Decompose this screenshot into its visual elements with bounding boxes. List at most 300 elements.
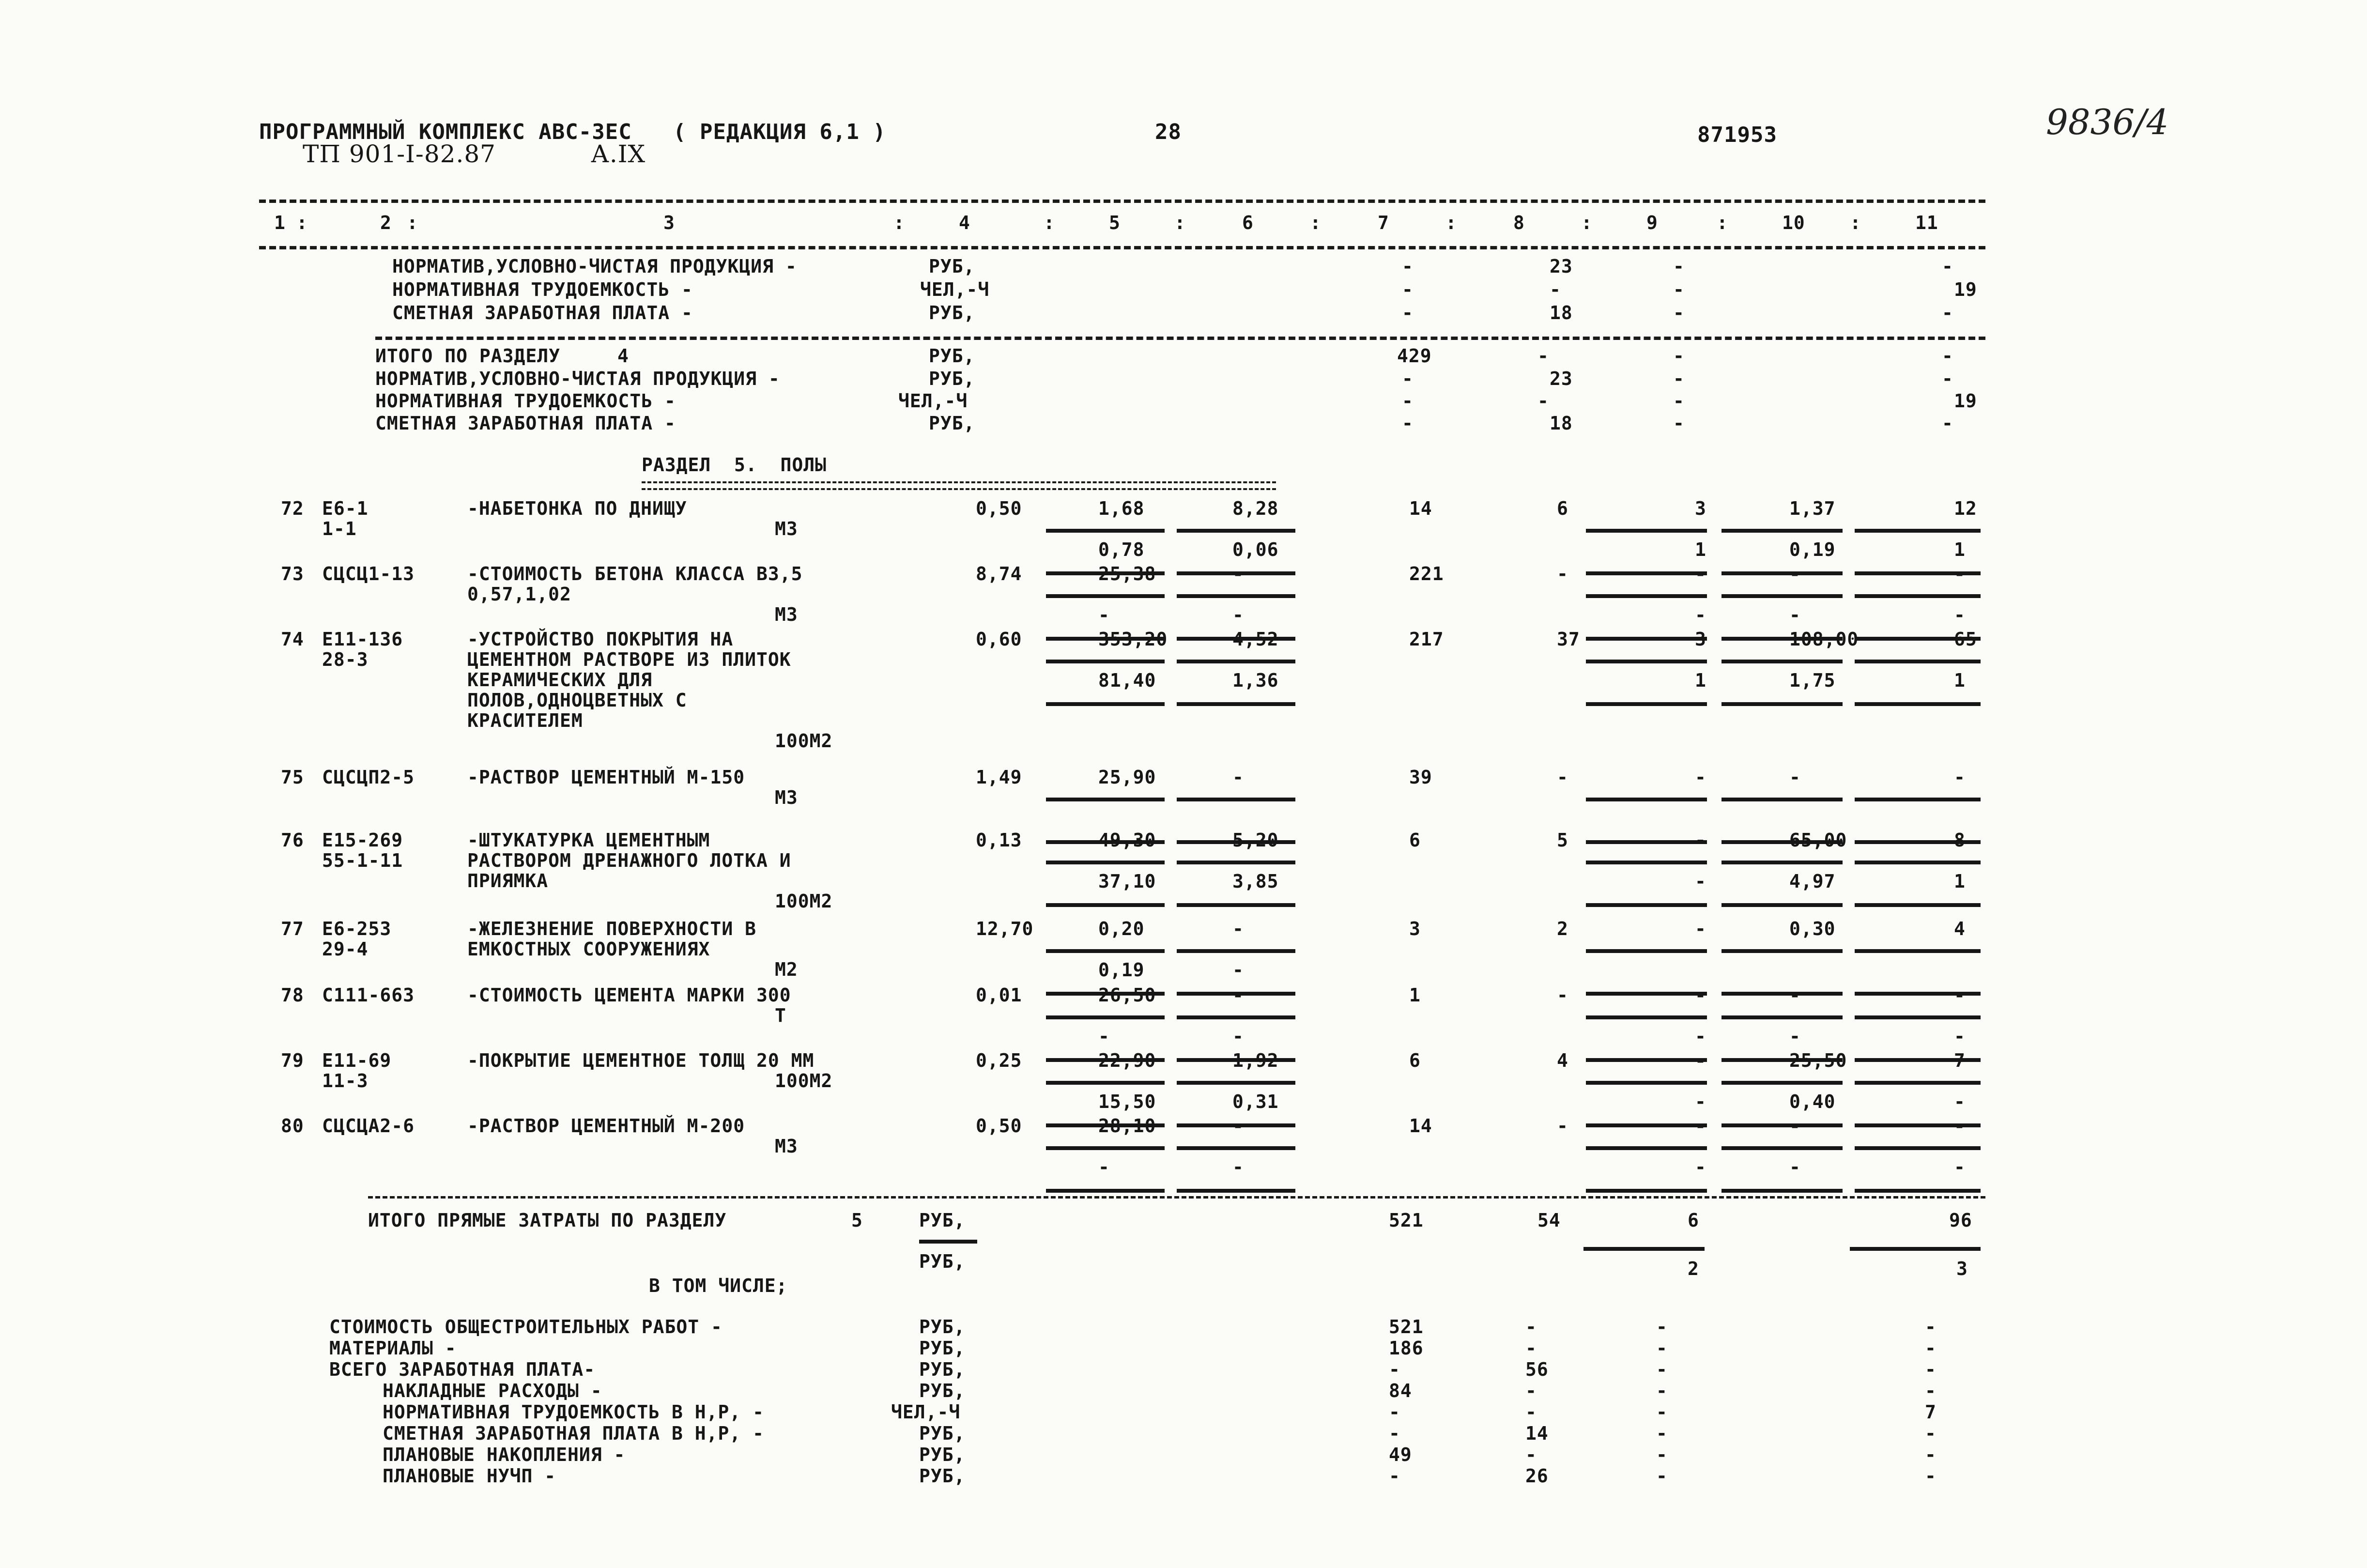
breakdown-c9: - (1656, 1359, 1668, 1380)
including-label: В ТОМ ЧИСЛЕ; (649, 1275, 788, 1296)
price-total: 28,10 (1098, 1115, 1156, 1137)
cost-wages: - (1557, 984, 1568, 1006)
cell-divider (1721, 571, 1843, 575)
price-machines: 8,28 (1232, 498, 1279, 519)
rate-code: Е15-269 (322, 830, 403, 851)
section5-title: РАЗДЕЛ 5. ПОЛЫ (642, 454, 827, 476)
labour-c-2: 1 (1954, 539, 1966, 560)
cell-divider (1721, 660, 1843, 663)
cell-divider (1177, 660, 1295, 663)
cell-divider (1046, 949, 1165, 953)
row-unit: РУБ, (929, 256, 975, 277)
breakdown-label: ПЛАНОВЫЕ НУЧП - (383, 1465, 556, 1487)
cell-divider (1046, 903, 1165, 907)
page-number: 28 (1155, 120, 1182, 144)
cell-divider (1177, 949, 1295, 953)
labour-c-2: - (1954, 1156, 1966, 1178)
row-number: 73 (281, 563, 304, 584)
labour-a: 3 (1695, 629, 1706, 650)
labour-a-2: - (1695, 1156, 1706, 1178)
album-code: А.IX (591, 140, 646, 168)
breakdown-label: НОРМАТИВНАЯ ТРУДОЕМКОСТЬ В Н,Р, - (383, 1401, 764, 1423)
cell-divider (1855, 702, 1981, 706)
row-number: 78 (281, 984, 304, 1006)
rule (375, 337, 1985, 340)
rate-code: С111-663 (322, 984, 415, 1006)
breakdown-c7: - (1389, 1359, 1400, 1380)
cell-divider (1177, 798, 1295, 801)
cost-total: 14 (1409, 498, 1432, 519)
breakdown-label: МАТЕРИАЛЫ - (329, 1337, 457, 1359)
labour-a-2: - (1695, 871, 1706, 892)
quantity: 0,60 (976, 629, 1022, 650)
breakdown-c11: - (1925, 1380, 1937, 1401)
price-machine-wages: 3,85 (1232, 871, 1279, 892)
breakdown-label: СТОИМОСТЬ ОБЩЕСТРОИТЕЛЬНЫХ РАБОТ - (329, 1316, 722, 1337)
description-line: КЕРАМИЧЕСКИХ ДЛЯ (467, 669, 653, 691)
cost-total: 217 (1409, 629, 1444, 650)
col-6: 6 (1242, 212, 1254, 233)
cell-divider (1855, 529, 1981, 533)
cell-divider (1855, 1189, 1981, 1193)
labour-b-2: 0,40 (1789, 1091, 1836, 1112)
breakdown-c9: - (1656, 1444, 1668, 1465)
price-wages: 15,50 (1098, 1091, 1156, 1112)
price-machine-wages: 0,06 (1232, 539, 1279, 560)
unit: М3 (775, 518, 798, 539)
cell-divider (1586, 1081, 1707, 1085)
cell-divider (1855, 660, 1981, 663)
breakdown-unit: РУБ, (919, 1423, 966, 1444)
breakdown-unit: РУБ, (919, 1359, 966, 1380)
cell-divider (1177, 1015, 1295, 1019)
labour-a: 3 (1695, 498, 1706, 519)
labour-b: 25,50 (1789, 1050, 1847, 1071)
breakdown-label: НАКЛАДНЫЕ РАСХОДЫ - (383, 1380, 602, 1401)
cost-total: 1 (1409, 984, 1421, 1006)
quantity: 8,74 (976, 563, 1022, 584)
col-8: 8 (1513, 212, 1525, 233)
cost-wages: - (1557, 1115, 1568, 1137)
price-total: 1,68 (1098, 498, 1145, 519)
price-total: 353,20 (1098, 629, 1168, 650)
title-underline (642, 481, 1276, 490)
rate-code-2: 29-4 (322, 938, 369, 960)
cell-divider (1586, 571, 1707, 575)
unit: М3 (775, 1136, 798, 1157)
description-line: -ПОКРЫТИЕ ЦЕМЕНТНОЕ ТОЛЩ 20 ММ (467, 1050, 815, 1071)
cell-divider (1046, 529, 1165, 533)
description-line: РАСТВОРОМ ДРЕНАЖНОГО ЛОТКА И (467, 850, 791, 871)
breakdown-unit: ЧЕЛ,-Ч (891, 1401, 961, 1423)
rate-code-2: 28-3 (322, 649, 369, 670)
cell-divider (1721, 1123, 1843, 1127)
cell-divider (1855, 798, 1981, 801)
cell-divider (1586, 1015, 1707, 1019)
cell-divider (1586, 637, 1707, 641)
price-machines: 5,20 (1232, 830, 1279, 851)
cell-divider (1586, 840, 1707, 844)
labour-c: 8 (1954, 830, 1966, 851)
rate-code: СЦСЦП2-5 (322, 767, 415, 788)
rate-code: Е6-1 (322, 498, 369, 519)
breakdown-c9: - (1656, 1423, 1668, 1444)
quantity: 12,70 (976, 918, 1034, 939)
total-title: ИТОГО ПРЯМЫЕ ЗАТРАТЫ ПО РАЗДЕЛУ (368, 1210, 727, 1231)
breakdown-label: ПЛАНОВЫЕ НАКОПЛЕНИЯ - (383, 1444, 626, 1465)
breakdown-c7: 84 (1389, 1380, 1412, 1401)
rate-code: СЦСЦА2-6 (322, 1115, 415, 1137)
labour-b-2: 4,97 (1789, 871, 1836, 892)
doc-code: 871953 (1697, 123, 1777, 147)
breakdown-c9: - (1656, 1465, 1668, 1487)
price-wages: - (1098, 1156, 1110, 1178)
cell-divider (1046, 660, 1165, 663)
quantity: 0,25 (976, 1050, 1022, 1071)
price-machines: 1,92 (1232, 1050, 1279, 1071)
breakdown-c8: - (1525, 1401, 1537, 1423)
breakdown-c9: - (1656, 1316, 1668, 1337)
price-total: 25,38 (1098, 563, 1156, 584)
total-title: ИТОГО ПО РАЗДЕЛУ (375, 345, 561, 367)
breakdown-c7: 49 (1389, 1444, 1412, 1465)
price-total: 49,30 (1098, 830, 1156, 851)
rate-code-2: 55-1-11 (322, 850, 403, 871)
row-number: 79 (281, 1050, 304, 1071)
rate-code-2: 1-1 (322, 518, 357, 539)
unit: М3 (775, 604, 798, 625)
cell-divider (1586, 702, 1707, 706)
breakdown-c8: - (1525, 1316, 1537, 1337)
col-5: 5 (1109, 212, 1121, 233)
cell-divider (1721, 798, 1843, 801)
cell-divider (1721, 1081, 1843, 1085)
price-machines: 4,52 (1232, 629, 1279, 650)
cell-divider (1177, 1081, 1295, 1085)
cell-divider (1721, 702, 1843, 706)
quantity: 1,49 (976, 767, 1022, 788)
row-number: 75 (281, 767, 304, 788)
row-unit: РУБ, (929, 302, 975, 323)
price-machines: - (1232, 918, 1244, 939)
col-10: 10 (1782, 212, 1805, 233)
rate-code: Е11-136 (322, 629, 403, 650)
description-line: -УСТРОЙСТВО ПОКРЫТИЯ НА (467, 629, 734, 650)
labour-c: - (1954, 984, 1966, 1006)
cell-divider (1586, 529, 1707, 533)
row-number: 76 (281, 830, 304, 851)
description-line: КРАСИТЕЛЕМ (467, 710, 583, 731)
description-line: -СТОИМОСТЬ ЦЕМЕНТА МАРКИ 300 (467, 984, 791, 1006)
description-line: ЕМКОСТНЫХ СООРУЖЕНИЯХ (467, 938, 710, 960)
cell-divider (1177, 529, 1295, 533)
description-line: ПРИЯМКА (467, 870, 549, 892)
price-total: 0,20 (1098, 918, 1145, 939)
labour-b-2: 0,19 (1789, 539, 1836, 560)
price-wages: - (1098, 1026, 1110, 1047)
row-number: 77 (281, 918, 304, 939)
breakdown-c7: - (1389, 1423, 1400, 1444)
price-total: 22,90 (1098, 1050, 1156, 1071)
cell-divider (1721, 992, 1843, 996)
cell-divider (1177, 1189, 1295, 1193)
cell-divider (1586, 660, 1707, 663)
rate-code: Е6-253 (322, 918, 392, 939)
labour-b-2: - (1789, 604, 1801, 626)
price-wages: 37,10 (1098, 871, 1156, 892)
quantity: 0,50 (976, 498, 1022, 519)
col-11: 11 (1915, 212, 1938, 233)
edition: ( РЕДАКЦИЯ 6,1 ) (673, 120, 886, 144)
cell-divider (1046, 1081, 1165, 1085)
labour-c: 65 (1954, 629, 1977, 650)
labour-b: 108,00 (1789, 629, 1859, 650)
cost-wages: - (1557, 563, 1568, 584)
cost-wages: 37 (1557, 629, 1580, 650)
rate-code: Е11-69 (322, 1050, 392, 1071)
breakdown-c9: - (1656, 1380, 1668, 1401)
unit: 100М2 (775, 891, 833, 912)
price-machine-wages: 0,31 (1232, 1091, 1279, 1112)
cell-divider (1855, 861, 1981, 864)
labour-c-2: - (1954, 1026, 1966, 1047)
description-line: -НАБЕТОНКА ПО ДНИЩУ (467, 498, 687, 519)
unit: М2 (775, 959, 798, 980)
description-line: -ЖЕЛЕЗНЕНИЕ ПОВЕРХНОСТИ В (467, 918, 756, 939)
breakdown-c8: - (1525, 1337, 1537, 1359)
quantity: 0,50 (976, 1115, 1022, 1137)
row-label: НОРМАТИВ,УСЛОВНО-ЧИСТАЯ ПРОДУКЦИЯ - (392, 256, 797, 277)
labour-a-2: 1 (1695, 670, 1706, 691)
breakdown-unit: РУБ, (919, 1337, 966, 1359)
price-machine-wages: - (1232, 604, 1244, 626)
cell-divider (1177, 861, 1295, 864)
unit: 100М2 (775, 730, 833, 752)
cost-total: 39 (1409, 767, 1432, 788)
cost-wages: 2 (1557, 918, 1568, 939)
cell-divider (1586, 798, 1707, 801)
breakdown-c11: 7 (1925, 1401, 1937, 1423)
price-wages: - (1098, 604, 1110, 626)
cost-wages: - (1557, 767, 1568, 788)
labour-b: - (1789, 767, 1801, 788)
program-name: ПРОГРАММНЫЙ КОМПЛЕКС АВС-3ЕС (259, 120, 632, 144)
row-unit: ЧЕЛ,-Ч (920, 279, 990, 300)
cell-divider (1855, 903, 1981, 907)
labour-c: 12 (1954, 498, 1977, 519)
cell-divider (1177, 903, 1295, 907)
description-line: -РАСТВОР ЦЕМЕНТНЫЙ М-150 (467, 767, 745, 788)
cost-total: 221 (1409, 563, 1444, 584)
breakdown-c9: - (1656, 1401, 1668, 1423)
cell-divider (1721, 1015, 1843, 1019)
description-line: -РАСТВОР ЦЕМЕНТНЫЙ М-200 (467, 1115, 745, 1137)
labour-b: 0,30 (1789, 918, 1836, 939)
cost-wages: 5 (1557, 830, 1568, 851)
labour-c: 7 (1954, 1050, 1966, 1071)
labour-a: - (1695, 918, 1706, 939)
price-machine-wages: - (1232, 1026, 1244, 1047)
labour-a-2: - (1695, 1091, 1706, 1112)
cell-divider (1177, 1146, 1295, 1150)
labour-c-2: 1 (1954, 670, 1966, 691)
labour-b: - (1789, 984, 1801, 1006)
labour-a: - (1695, 1050, 1706, 1071)
cell-divider (1046, 1189, 1165, 1193)
cell-divider (1586, 1123, 1707, 1127)
labour-b: - (1789, 1115, 1801, 1137)
cost-total: 6 (1409, 1050, 1421, 1071)
cell-divider (1855, 594, 1981, 598)
document-page: ПРОГРАММНЫЙ КОМПЛЕКС АВС-3ЕС ( РЕДАКЦИЯ 6,1 ) 28 871953 ТП 901-I-82.87 А.IX 9836/4 1 : 2 : 3 : 4 : 5 : 6 : 7 : 8 : 9 : 10 : 11 НОРМАТИВ,УСЛОВНО-ЧИСТАЯ ПРОДУКЦИЯ - РУБ, - 23 - - НОРМАТИВНАЯ ТРУДОЕМКОСТЬ - ЧЕЛ,-Ч - - - 19 СМЕТНАЯ ЗАРАБОТНАЯ ПЛАТА - РУБ, - 18 - - ИТОГО ПО РАЗДЕЛУ 4 РУБ, 429 - - - НОРМАТИВ,УСЛОВНО-ЧИСТАЯ ПРОДУКЦИЯ - РУБ, - 23 - - НОРМАТИВНАЯ ТРУДОЕМКОСТЬ - ЧЕЛ,-Ч - - - 19 СМЕТНАЯ ЗАРАБОТНАЯ ПЛАТА - РУБ, - 18 - - РАЗДЕЛ 5. ПОЛЫ 72 Е6-1 1-1 -НАБЕТОНКА ПО ДНИЩУ М3 0,50 1,68 8,28 14 6 3 1,37 12 0,78 0,06 1 0,19 1 73 СЦСЦ1-13 -СТОИМОСТЬ БЕТОНА КЛАССА В3,5 0,57,1,02 М3 8,74 25,38 - 221 - - - - - - - - - 74 Е11-136 28-3 -УСТРОЙСТВО ПОКРЫТИЯ НА ЦЕМЕНТНОМ РАСТВОРЕ ИЗ ПЛИТОК КЕРАМИЧЕСКИХ ДЛЯ ПОЛОВ,ОДНОЦВЕТНЫХ С КРАСИТЕЛЕМ 100М2 0,60 353,20 4,52 217 37 3 108,00 65 81,40 1,36 1 1,75 1 75 СЦСЦП2-5 -РАСТВОР ЦЕМЕНТНЫЙ М-150 М3 1,49 25,90 - 39 - - - - 76 Е15-269 55-1-11 -ШТУКАТУРКА ЦЕМЕНТНЫМ РАСТВОРОМ ДРЕНАЖНОГО ЛОТКА И ПРИЯМКА 100М2 0,13 49,30 5,20 6 5 - 65,00 8 37,10 3,85 - 4,97 1 77 Е6-253 29-4 -ЖЕЛЕЗНЕНИЕ ПОВЕРХНОСТИ В ЕМКОСТНЫХ СООРУЖЕНИЯХ М2 12,70 0,20 - 3 2 - 0,30 4 0,19 - 78 С111-663 -СТОИМОСТЬ ЦЕМЕНТА МАРКИ 300 Т 0,01 26,50 - 1 - - - - - - - - - 79 Е11-69 11-3 -ПОКРЫТИЕ ЦЕМЕНТНОЕ ТОЛЩ 20 ММ 100М2 0,25 22,90 1,92 6 4 - 25,50 7 15,50 0,31 - 0,40 - 80 СЦСЦА2-6 -РАСТВОР ЦЕМЕНТНЫЙ М-200 М3 0,50 28,10 - 14 - - - - - - - - - ИТОГО ПРЯМЫЕ ЗАТРАТЫ ПО РАЗДЕЛУ 5 РУБ, РУБ, 521 54 6 2 96 3 В ТОМ ЧИСЛЕ; СТОИМОСТЬ ОБЩЕСТРОИТЕЛЬНЫХ РАБОТ - РУБ, 521 - - - МАТЕРИАЛЫ - РУБ, 186 - - - ВСЕГО ЗАРАБОТНАЯ ПЛАТА- РУБ, - 56 - - НАКЛАДНЫЕ РАСХОДЫ - РУБ, 84 - - - НОРМАТИВНАЯ ТРУДОЕМКОСТЬ В Н,Р, - ЧЕЛ,-Ч - - - 7 СМЕТНАЯ ЗАРАБОТНАЯ ПЛАТА В Н,Р, - РУБ, - 14 - - ПЛАНОВЫЕ НАКОПЛЕНИЯ - РУБ, 49 - - - ПЛАНОВЫЕ НУЧП - РУБ, - 26 - - (0, 0, 2367, 1568)
cell-divider (1177, 594, 1295, 598)
labour-a: - (1695, 1115, 1706, 1137)
breakdown-unit: РУБ, (919, 1465, 966, 1487)
handwritten-number: 9836/4 (2046, 102, 2169, 142)
labour-c-2: - (1954, 1091, 1966, 1112)
cell-divider (1855, 1081, 1981, 1085)
breakdown-c11: - (1925, 1337, 1937, 1359)
rate-code: СЦСЦ1-13 (322, 563, 415, 584)
cell-divider (1586, 992, 1707, 996)
cell-divider (1721, 1189, 1843, 1193)
cell-divider (1721, 949, 1843, 953)
labour-a: - (1695, 830, 1706, 851)
row-number: 74 (281, 629, 304, 650)
breakdown-label: ВСЕГО ЗАРАБОТНАЯ ПЛАТА- (329, 1359, 596, 1380)
rate-code-2: 11-3 (322, 1070, 369, 1091)
labour-b: 65,00 (1789, 830, 1847, 851)
breakdown-unit: РУБ, (919, 1444, 966, 1465)
breakdown-c11: - (1925, 1465, 1937, 1487)
price-wages: 0,78 (1098, 539, 1145, 560)
col-4: 4 (959, 212, 970, 233)
price-total: 25,90 (1098, 767, 1156, 788)
breakdown-c7: 186 (1389, 1337, 1424, 1359)
breakdown-unit: РУБ, (919, 1380, 966, 1401)
labour-b: 1,37 (1789, 498, 1836, 519)
unit: М3 (775, 787, 798, 808)
col-9: 9 (1646, 212, 1658, 233)
price-machine-wages: - (1232, 959, 1244, 981)
labour-a: - (1695, 563, 1706, 584)
row-label: НОРМАТИВНАЯ ТРУДОЕМКОСТЬ - (392, 279, 693, 300)
quantity: 0,01 (976, 984, 1022, 1006)
price-wages: 0,19 (1098, 959, 1145, 981)
price-machines: - (1232, 767, 1244, 788)
rule (259, 200, 1985, 203)
labour-a: - (1695, 984, 1706, 1006)
rule (259, 246, 1985, 249)
breakdown-c11: - (1925, 1423, 1937, 1444)
price-machines: - (1232, 984, 1244, 1006)
cell-divider (1177, 702, 1295, 706)
labour-c-2: - (1954, 604, 1966, 626)
cell-divider (1721, 594, 1843, 598)
col-3: 3 (663, 212, 675, 233)
price-machines: - (1232, 563, 1244, 584)
breakdown-c11: - (1925, 1444, 1937, 1465)
rule (368, 1196, 1985, 1199)
cell-divider (1586, 1189, 1707, 1193)
cost-wages: 4 (1557, 1050, 1568, 1071)
price-machines: - (1232, 1115, 1244, 1137)
cell-divider (1046, 1146, 1165, 1150)
project-code: ТП 901-I-82.87 (303, 140, 496, 168)
unit: Т (775, 1005, 786, 1026)
cell-divider (1721, 529, 1843, 533)
description-line: ЦЕМЕНТНОМ РАСТВОРЕ ИЗ ПЛИТОК (467, 649, 791, 670)
cell-divider (1855, 1146, 1981, 1150)
cell-divider (1046, 702, 1165, 706)
cost-total: 6 (1409, 830, 1421, 851)
price-wages: 81,40 (1098, 670, 1156, 691)
breakdown-c9: - (1656, 1337, 1668, 1359)
row-number: 80 (281, 1115, 304, 1137)
cost-wages: 6 (1557, 498, 1568, 519)
unit: 100М2 (775, 1070, 833, 1091)
labour-a-2: - (1695, 1026, 1706, 1047)
col-1: 1 (274, 212, 286, 233)
labour-c: - (1954, 563, 1966, 584)
labour-b-2: - (1789, 1026, 1801, 1047)
price-machine-wages: 1,36 (1232, 670, 1279, 691)
labour-c: 4 (1954, 918, 1966, 939)
labour-c: - (1954, 1115, 1966, 1137)
labour-c-2: 1 (1954, 871, 1966, 892)
cell-divider (1721, 1146, 1843, 1150)
breakdown-c8: 14 (1525, 1423, 1549, 1444)
breakdown-c8: 26 (1525, 1465, 1549, 1487)
cost-total: 3 (1409, 918, 1421, 939)
labour-a-2: 1 (1695, 539, 1706, 560)
breakdown-c7: - (1389, 1401, 1400, 1423)
col-7: 7 (1378, 212, 1389, 233)
labour-b-2: - (1789, 1156, 1801, 1178)
description-line: 0,57,1,02 (467, 584, 571, 605)
cell-divider (1586, 594, 1707, 598)
description-line: -СТОИМОСТЬ БЕТОНА КЛАССА В3,5 (467, 563, 803, 584)
cell-divider (1046, 594, 1165, 598)
breakdown-c7: 521 (1389, 1316, 1424, 1337)
row-number: 72 (281, 498, 304, 519)
breakdown-c8: - (1525, 1380, 1537, 1401)
description-line: -ШТУКАТУРКА ЦЕМЕНТНЫМ (467, 830, 710, 851)
breakdown-c11: - (1925, 1359, 1937, 1380)
cost-total: 14 (1409, 1115, 1432, 1137)
cell-divider (1855, 1015, 1981, 1019)
price-total: 26,50 (1098, 984, 1156, 1006)
breakdown-label: СМЕТНАЯ ЗАРАБОТНАЯ ПЛАТА В Н,Р, - (383, 1423, 764, 1444)
quantity: 0,13 (976, 830, 1022, 851)
cell-divider (1721, 903, 1843, 907)
breakdown-c11: - (1925, 1316, 1937, 1337)
description-line: ПОЛОВ,ОДНОЦВЕТНЫХ С (467, 690, 687, 711)
cell-divider (1586, 903, 1707, 907)
row-label: СМЕТНАЯ ЗАРАБОТНАЯ ПЛАТА - (392, 302, 693, 323)
labour-a-2: - (1695, 604, 1706, 626)
breakdown-c8: - (1525, 1444, 1537, 1465)
labour-c: - (1954, 767, 1966, 788)
cell-divider (1855, 949, 1981, 953)
breakdown-c7: - (1389, 1465, 1400, 1487)
cell-divider (1586, 861, 1707, 864)
cell-divider (1586, 1058, 1707, 1062)
col-2: 2 (380, 212, 392, 233)
cell-divider (1586, 949, 1707, 953)
price-machine-wages: - (1232, 1156, 1244, 1178)
breakdown-unit: РУБ, (919, 1316, 966, 1337)
